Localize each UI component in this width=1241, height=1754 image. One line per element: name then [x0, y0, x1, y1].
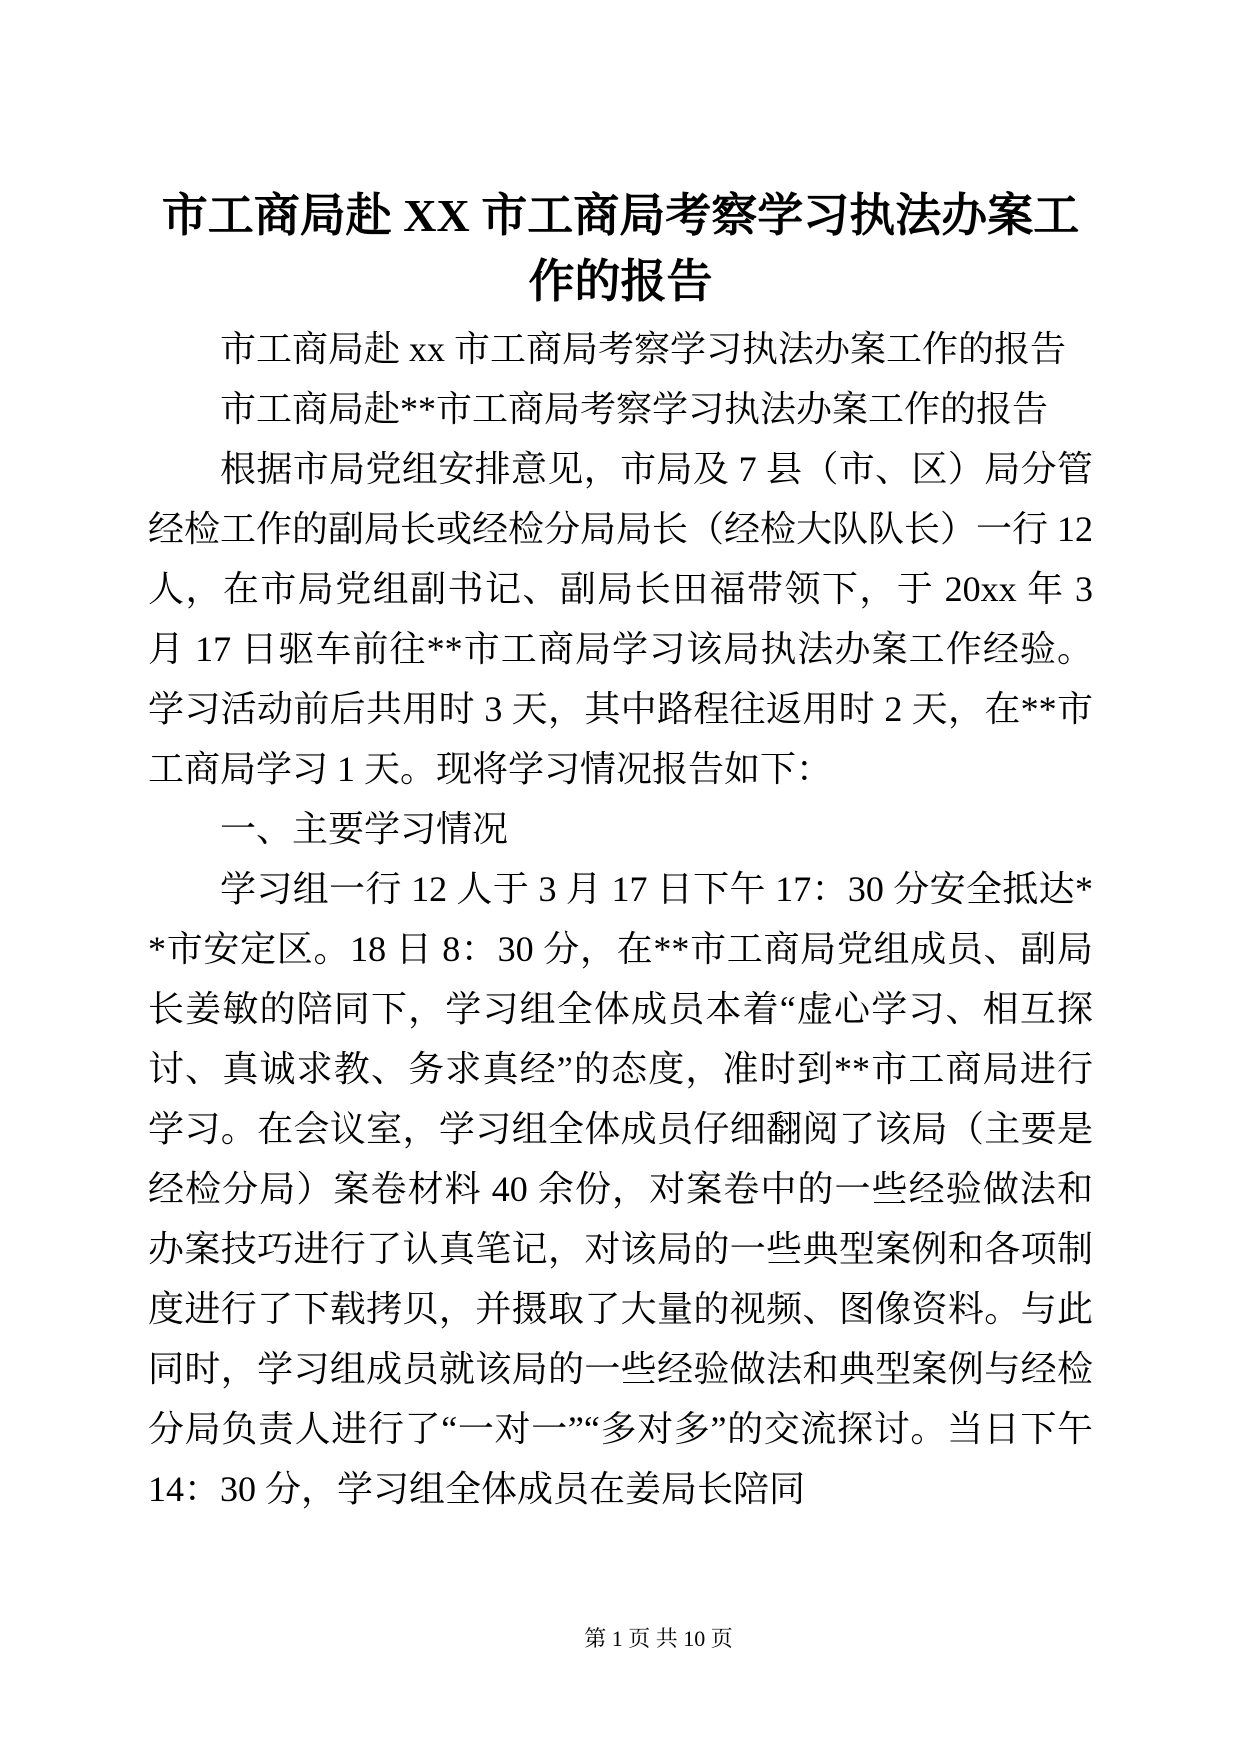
page-number-footer: 第 1 页 共 10 页 [584, 1626, 733, 1651]
paragraph-intro: 根据市局党组安排意见，市局及 7 县（市、区）局分管经检工作的副局长或经检分局局长（经检大队队长）一行 12 人，在市局党组副书记、副局长田福带领下，于 20xx 年 3 月 17 日驱车前往**市工商局学习该局执法办案工作经验。学习活动前后共用时 3 天，其中路程往返用时 2 天，在**市工商局学习 1 天。现将学习情况报告如下： [148, 449, 1094, 789]
paragraph-main-study: 学习组一行 12 人于 3 月 17 日下午 17：30 分安全抵达**市安定区。18 日 8：30 分，在**市工商局党组成员、副局长姜敏的陪同下，学习组全体成员本着“虚心学习、相互探讨、真诚求教、务求真经”的态度，准时到**市工商局进行学习。在会议室，学习组全体成员仔细翻阅了该局（主要是经检分局）案卷材料 40 余份，对案卷中的一些经验做法和办案技巧进行了认真笔记，对该局的一些典型案例和各项制度进行了下载拷贝，并摄取了大量的视频、图像资料。与此同时，学习组成员就该局的一些经验做法和典型案例与经检分局负责人进行了“一对一”“多对多”的交流探讨。当日下午 14：30 分，学习组全体成员在姜局长陪同 [148, 869, 1093, 1509]
document-body [148, 319, 1093, 1519]
document-title: 市工商局赴 XX 市工商局考察学习执法办案工作的报告 [161, 190, 1080, 307]
paragraph-subtitle-repeat-2: 市工商局赴**市工商局考察学习执法办案工作的报告 [220, 389, 1049, 429]
paragraph-subtitle-repeat-1: 市工商局赴 xx 市工商局考察学习执法办案工作的报告 [220, 329, 1067, 369]
paragraph-section-heading: 一、主要学习情况 [220, 809, 509, 849]
